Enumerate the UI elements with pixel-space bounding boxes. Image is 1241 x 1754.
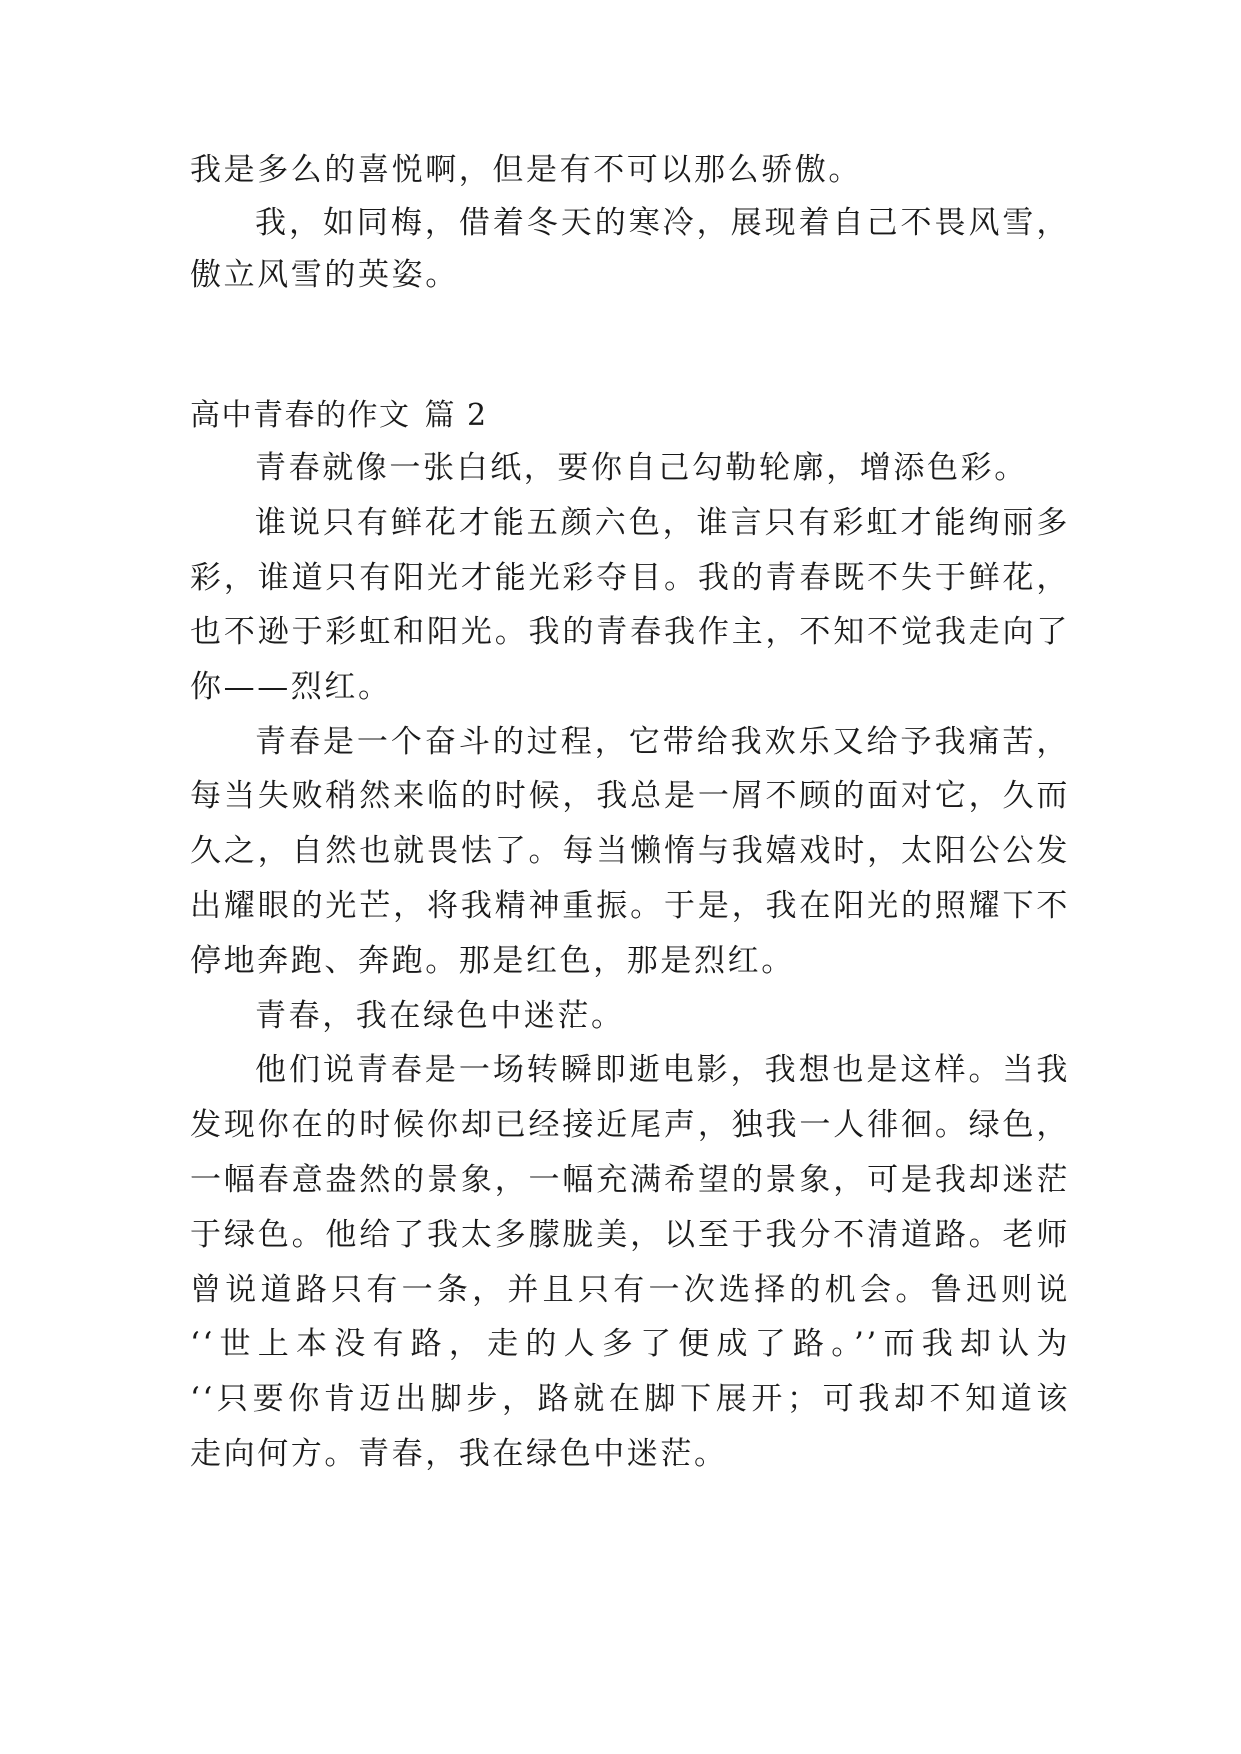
- heading-title: 高中青春的作文: [190, 398, 411, 433]
- text-line: 青春，我在绿色中迷茫。: [255, 998, 625, 1034]
- text-line: 我是多么的喜悦啊，但是有不可以那么骄傲。: [190, 152, 862, 188]
- text-line: 傲立风雪的英姿。: [190, 257, 459, 293]
- text-line: 每当失败稍然来临的时候，我总是一屑不顾的面对它，久而: [190, 778, 1070, 814]
- text-line: 青春是一个奋斗的过程，它带给我欢乐又给予我痛苦，: [255, 724, 1070, 760]
- text-line: 于绿色。他给了我太多朦胧美，以至于我分不清道路。老师: [190, 1217, 1070, 1253]
- text-line: 曾说道路只有一条，并且只有一次选择的机会。鲁迅则说: [190, 1272, 1070, 1308]
- text-line: 也不逊于彩虹和阳光。我的青春我作主，不知不觉我走向了: [190, 614, 1070, 650]
- heading-number: 篇 2: [424, 398, 488, 433]
- text-line: 发现你在的时候你却已经接近尾声，独我一人徘徊。绿色，: [190, 1107, 1070, 1143]
- text-line: ‘‘只要你肯迈出脚步，路就在脚下展开；可我却不知道该: [190, 1381, 1070, 1417]
- text-line: 停地奔跑、奔跑。那是红色，那是烈红。: [190, 943, 795, 979]
- text-line: 一幅春意盎然的景象，一幅充满希望的景象，可是我却迷茫: [190, 1162, 1070, 1198]
- text-line: 出耀眼的光芒，将我精神重振。于是，我在阳光的照耀下不: [190, 888, 1070, 924]
- text-line: 彩，谁道只有阳光才能光彩夺目。我的青春既不失于鲜花，: [190, 560, 1070, 596]
- text-line: 你——烈红。: [190, 669, 392, 705]
- text-line: 久之，自然也就畏怯了。每当懒惰与我嬉戏时，太阳公公发: [190, 833, 1070, 869]
- text-line: ‘‘世上本没有路，走的人多了便成了路。’’而我却认为: [190, 1326, 1070, 1362]
- text-line: 走向何方。青春，我在绿色中迷茫。: [190, 1436, 728, 1472]
- text-line: 他们说青春是一场转瞬即逝电影，我想也是这样。当我: [255, 1052, 1070, 1088]
- text-line: 谁说只有鲜花才能五颜六色，谁言只有彩虹才能绚丽多: [255, 505, 1070, 541]
- text-line: 我，如同梅，借着冬天的寒冷，展现着自己不畏风雪，: [255, 205, 1070, 241]
- text-line: 青春就像一张白纸，要你自己勾勒轮廓，增添色彩。: [255, 450, 1028, 486]
- section-heading: [190, 396, 488, 436]
